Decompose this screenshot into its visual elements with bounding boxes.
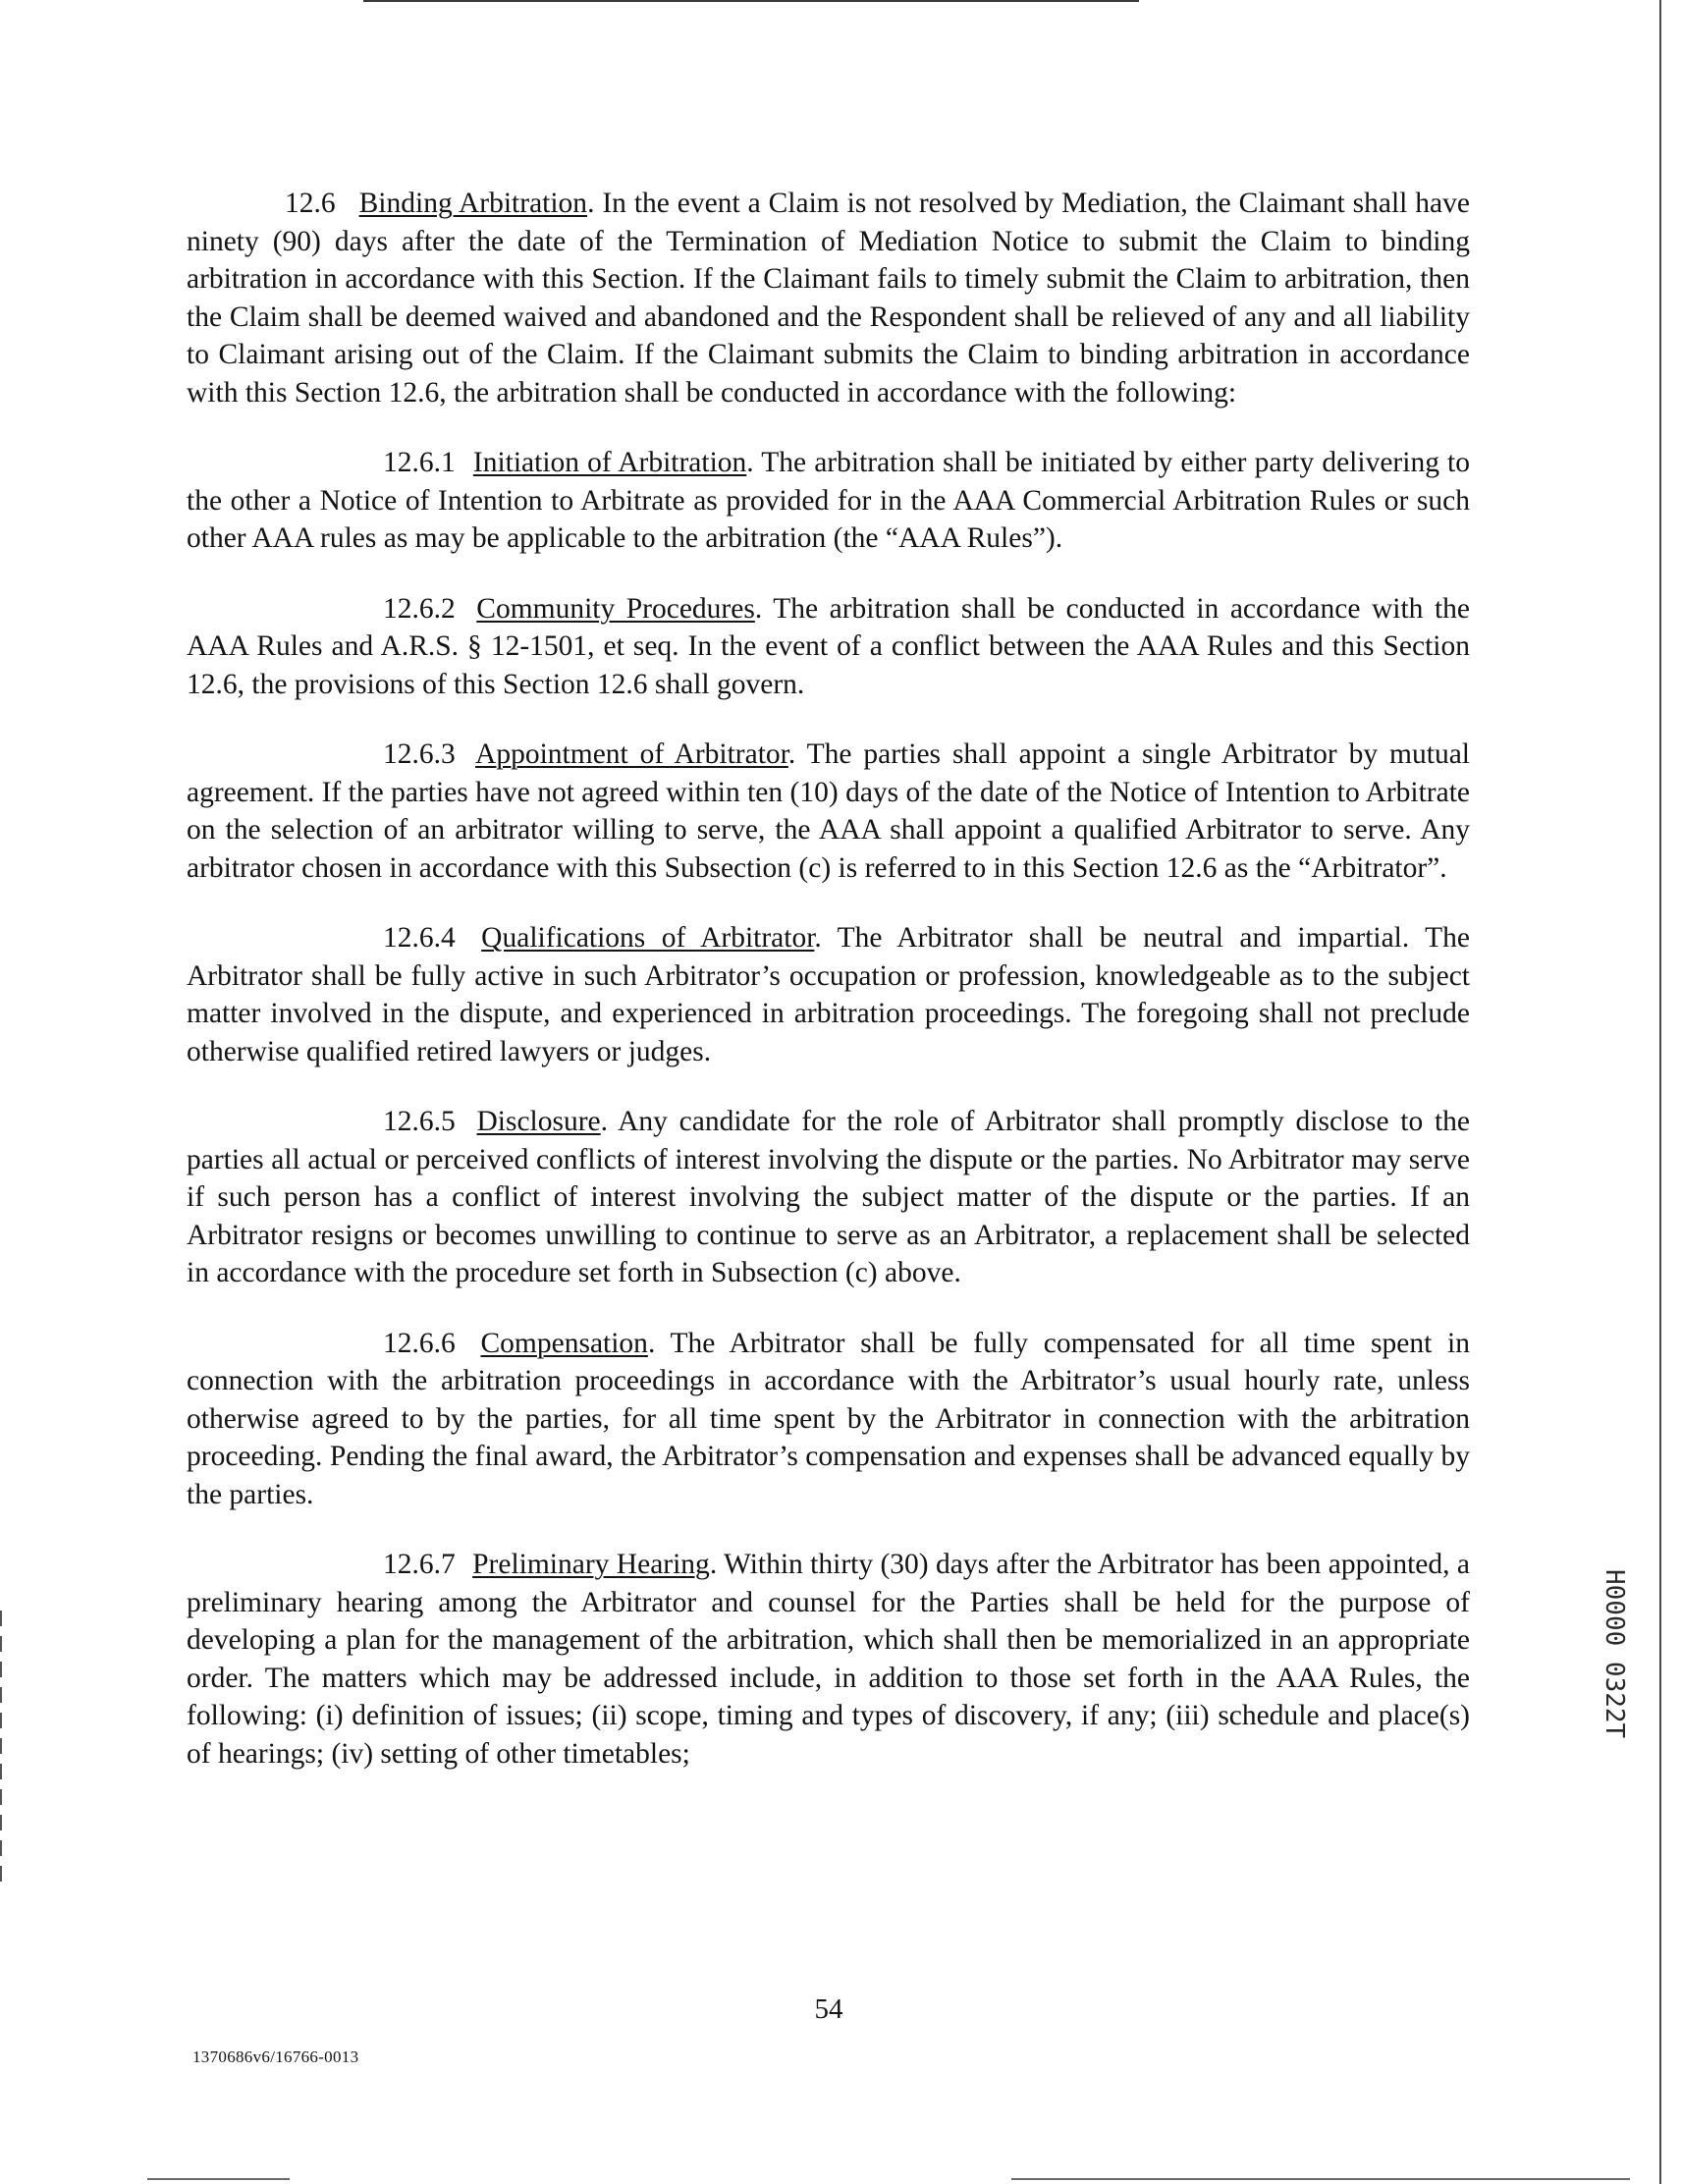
subsection-text: . Any candidate for the role of Arbitrator shall promptly disclose to the parties all actual or perceived conflicts of interest involving the dispute or the parties. No Arbitrator may serve if such person has a conflict of interest involving the subject matter of the dispute or the parties. If an Arbitrator resigns or becomes unwilling to continue to serve as an Arbitrator, a replacement shall be selected in accordance with the procedure set forth in Subsection (c) above. bbox=[187, 1106, 1470, 1288]
scan-border-bottom-left bbox=[147, 2178, 290, 2180]
subsection-text: . Within thirty (30) days after the Arbitrator has been appointed, a preliminary hearing among the Arbitrator and counsel for the Parties shall be held for the purpose of developing a plan for the management of the arbitration, which shall then be memorialized in an appropriate order. The matters which may be addressed include, in addition to those set forth in the AAA Rules, the following: (i) definition of issues; (ii) scope, timing and types of discovery, if any; (iii) schedule and place(s) of hearings; (iv) setting of other timetables; bbox=[187, 1549, 1470, 1770]
subsection-12-6-2 bbox=[187, 590, 1470, 704]
subsection-number: 12.6.5 bbox=[383, 1106, 456, 1137]
document-body bbox=[187, 185, 1470, 1805]
scan-border-top bbox=[363, 0, 1139, 2]
subsection-heading: Appointment of Arbitrator bbox=[475, 738, 788, 770]
subsection-text: . The arbitration shall be conducted in accordance with the AAA Rules and A.R.S. § 12-1501, et seq. In the event of a conflict between the AAA Rules and this Section 12.6, the provisions of this Section 12.6 shall govern. bbox=[187, 592, 1471, 700]
scan-border-left bbox=[0, 1611, 2, 1885]
subsection-12-6-3 bbox=[187, 736, 1470, 887]
subsection-text: . The parties shall appoint a single Arbitrator by mutual agreement. If the parties have not agreed within ten (10) days of the date of the Notice of Intention to Arbitrate on the selection of an arbitrator willing to serve, the AAA shall appoint a qualified Arbitrator to serve. Any arbitrator chosen in accordance with this Subsection (c) is referred to in this Section 12.6 as the “Arbitrator”. bbox=[187, 738, 1470, 884]
subsection-number: 12.6.2 bbox=[383, 592, 456, 625]
section-text: . In the event a Claim is not resolved by Mediation, the Claimant shall have ninety (90) days after the date of the Termination of Mediation Notice to submit the Claim to binding arbitration in accordance with this Section. If the Claimant fails to timely submit the Claim to arbitration, then the Claim shall be deemed waived and abandoned and the Respondent shall be relieved of any and all liability to Claimant arising out of the Claim. If the Claimant submits the Claim to binding arbitration in accordance with this Section 12.6, the arbitration shall be conducted in accordance with the following: bbox=[187, 188, 1470, 409]
subsection-number: 12.6.1 bbox=[383, 447, 456, 478]
subsection-number: 12.6.3 bbox=[383, 738, 456, 770]
page-number: 54 bbox=[814, 1993, 843, 2025]
document-id: 1370686v6/16766-0013 bbox=[192, 2048, 359, 2066]
subsection-heading: Preliminary Hearing bbox=[472, 1549, 710, 1580]
subsection-heading: Disclosure bbox=[476, 1106, 601, 1137]
scan-border-right bbox=[1659, 0, 1661, 2184]
subsection-12-6-1 bbox=[187, 444, 1470, 558]
section-12-6-paragraph bbox=[187, 185, 1470, 411]
subsection-number: 12.6.4 bbox=[383, 922, 456, 954]
subsection-heading: Initiation of Arbitration bbox=[472, 447, 747, 478]
subsection-number: 12.6.7 bbox=[383, 1549, 456, 1580]
bates-stamp: H0000 0322T bbox=[1600, 1569, 1629, 1739]
section-heading: Binding Arbitration bbox=[358, 188, 588, 219]
subsection-heading: Qualifications of Arbitrator bbox=[481, 922, 815, 954]
subsection-12-6-4 bbox=[187, 919, 1470, 1070]
subsection-text: . The Arbitrator shall be fully compensated for all time spent in connection with the arbitration proceedings in accordance with the Arbitrator’s usual hourly rate, unless otherwise agreed to by the parties, for all time spent by the Arbitrator in connection with the arbitration proceeding. Pending the final award, the Arbitrator’s compensation and expenses shall be advanced equally by the parties. bbox=[187, 1327, 1470, 1510]
subsection-number: 12.6.6 bbox=[383, 1327, 456, 1359]
subsection-12-6-5 bbox=[187, 1103, 1470, 1292]
subsection-text: . The arbitration shall be initiated by either party delivering to the other a Notice of Intention to Arbitrate as provided for in the AAA Commercial Arbitration Rules or such other AAA rules as may be applicable to the arbitration (the “AAA Rules”). bbox=[187, 447, 1470, 554]
subsection-heading: Community Procedures bbox=[476, 592, 755, 625]
subsection-12-6-6 bbox=[187, 1325, 1470, 1514]
section-number: 12.6 bbox=[285, 188, 336, 219]
subsection-heading: Compensation bbox=[480, 1327, 648, 1359]
subsection-text: . The Arbitrator shall be neutral and impartial. The Arbitrator shall be fully active in such Arbitrator’s occupation or profession, knowledgeable as to the subject matter involved in the dispute, and experienced in arbitration proceedings. The foregoing shall not preclude otherwise qualified retired lawyers or judges. bbox=[187, 922, 1470, 1067]
subsection-12-6-7 bbox=[187, 1546, 1470, 1773]
scan-border-bottom-right bbox=[1011, 2178, 1630, 2180]
